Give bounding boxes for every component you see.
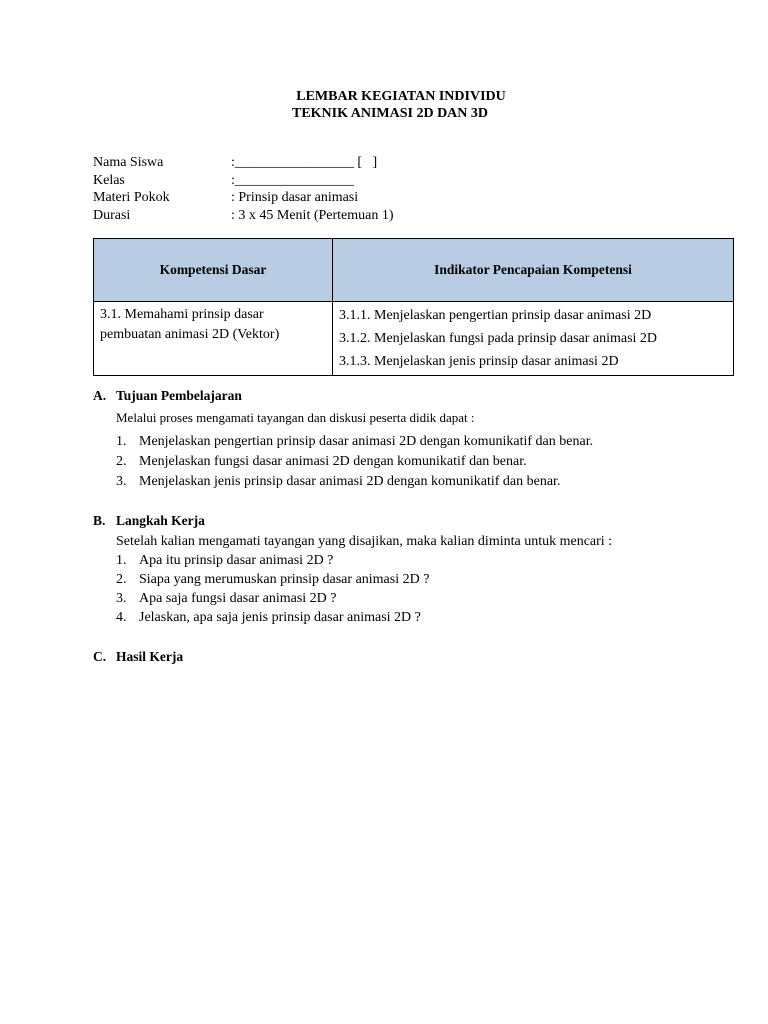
indicator-item: 3.1.1. Menjelaskan pengertian prinsip dasar animasi 2D	[339, 308, 652, 323]
section-tujuan	[93, 387, 743, 492]
list-item	[116, 589, 743, 608]
list-item	[116, 432, 743, 452]
section-langkah-kerja	[93, 512, 743, 627]
info-label: Materi Pokok	[93, 190, 170, 205]
indicator-cell	[333, 302, 734, 376]
info-label: Nama Siswa	[93, 155, 164, 170]
competency-table	[93, 238, 734, 376]
section-intro: Setelah kalian mengamati tayangan yang disajikan, maka kalian diminta untuk mencari :	[116, 534, 613, 549]
info-row-nama	[93, 154, 394, 172]
info-value: : 3 x 45 Menit (Pertemuan 1)	[231, 207, 394, 223]
info-label: Kelas	[93, 172, 125, 188]
list-number: 3.	[116, 591, 127, 606]
step-list	[93, 551, 743, 627]
info-row-kelas	[93, 172, 394, 190]
info-value: : Prinsip dasar animasi	[231, 190, 359, 205]
indicator-item: 3.1.2. Menjelaskan fungsi pada prinsip dasar animasi 2D	[339, 331, 658, 346]
kd-cell: 3.1. Memahami prinsip dasar pembuatan animasi 2D (Vektor)	[94, 302, 333, 376]
list-number: 2.	[116, 454, 127, 469]
list-text: Menjelaskan fungsi dasar animasi 2D dengan komunikatif dan benar.	[139, 454, 527, 469]
list-text: Siapa yang merumuskan prinsip dasar animasi 2D ?	[139, 572, 430, 587]
list-number: 1.	[116, 434, 127, 449]
info-value: :_________________	[231, 172, 354, 188]
list-number: 3.	[116, 474, 127, 489]
student-info	[93, 154, 394, 224]
section-title: Langkah Kerja	[116, 513, 205, 528]
list-item	[116, 452, 743, 472]
section-heading	[93, 387, 743, 405]
header-indikator: Indikator Pencapaian Kompetensi	[333, 239, 734, 302]
objective-list	[93, 432, 743, 492]
list-text: Menjelaskan pengertian prinsip dasar animasi 2D dengan komunikatif dan benar.	[139, 434, 594, 449]
section-title: Hasil Kerja	[116, 649, 184, 664]
list-number: 2.	[116, 572, 127, 587]
table-header-row	[94, 239, 734, 302]
list-item	[116, 472, 743, 492]
section-hasil-kerja	[93, 648, 743, 666]
list-text: Jelaskan, apa saja jenis prinsip dasar animasi 2D ?	[139, 610, 421, 625]
list-item	[116, 551, 743, 570]
info-label: Durasi	[93, 207, 131, 223]
list-text: Apa itu prinsip dasar animasi 2D ?	[139, 553, 334, 568]
list-number: 4.	[116, 610, 127, 625]
section-heading	[93, 648, 743, 666]
section-letter: C.	[93, 649, 107, 664]
list-item	[116, 570, 743, 589]
document-title	[0, 88, 768, 122]
list-item	[116, 608, 743, 627]
section-heading	[93, 512, 743, 530]
header-kompetensi-dasar: Kompetensi Dasar	[94, 239, 333, 302]
title-line-1: LEMBAR KEGIATAN INDIVIDU	[296, 89, 506, 104]
list-text: Apa saja fungsi dasar animasi 2D ?	[139, 591, 337, 606]
info-row-durasi	[93, 207, 394, 225]
section-title: Tujuan Pembelajaran	[116, 388, 242, 403]
section-letter: B.	[93, 513, 106, 528]
title-line-2: TEKNIK ANIMASI 2D DAN 3D	[291, 106, 489, 121]
indicator-item: 3.1.3. Menjelaskan jenis prinsip dasar animasi 2D	[339, 354, 619, 369]
list-text: Menjelaskan jenis prinsip dasar animasi 2D dengan komunikatif dan benar.	[139, 474, 561, 489]
list-number: 1.	[116, 553, 127, 568]
info-value: :_________________ [ ]	[231, 155, 378, 170]
section-letter: A.	[93, 388, 107, 403]
table-row	[94, 302, 734, 376]
info-row-materi	[93, 189, 394, 207]
section-intro: Melalui proses mengamati tayangan dan diskusi peserta didik dapat :	[116, 410, 475, 425]
